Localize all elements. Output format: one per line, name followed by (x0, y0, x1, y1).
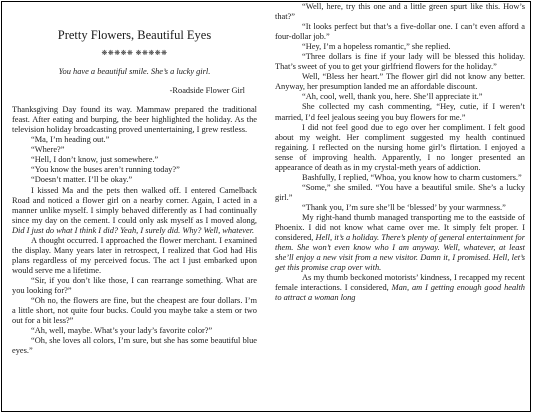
paragraph: I kissed Ma and the pets then walked off. I entered Camelback Road and noticed a flower girl on a nearby corner. Again, I acted in a manner unlike myself. I simply behaved differently as I had continually since my day on the cement. I could only ask myself as I moved along, Did I just do what I think I did? Yeah, I surely did. Why? Well, whatever. (12, 185, 257, 235)
paragraph: “Well, here, try this one and a little green spurt like this. How’s that?” (275, 2, 525, 22)
paragraph: “Doesn’t matter. I’ll be okay.” (31, 175, 133, 185)
paragraph: A thought occurred. I approached the flower merchant. I examined the display. Many years later in retrospect, I realized that God had His plans regardless of my perceived focus. The act I just embarked upon would serve me a lifetime. (12, 235, 257, 275)
left-body-text (12, 105, 257, 356)
paragraph: “Oh no, the flowers are fine, but the cheapest are four dollars. I’m a little short, not quite four bucks. Could you maybe take a stem or two out for a bit less?” (12, 296, 257, 326)
right-body-text (275, 2, 525, 303)
paragraph: “Ah, cool, well, thank you, here. She’ll appreciate it.” (302, 92, 483, 102)
epigraph-attribution: -Roadside Flower Girl (169, 86, 245, 96)
paragraph: “Hey, I’m a hopeless romantic,” she replied. (302, 42, 451, 52)
paragraph: “Ah, well, maybe. What’s your lady’s favorite color?” (31, 326, 213, 336)
paragraph: “Thank you, I’m sure she’ll be ‘blessed’ by your warmness.” (302, 202, 506, 212)
left-column (12, 10, 257, 356)
paragraph: Bashfully, I replied, “Whoa, you know how to charm customers.” (302, 172, 522, 182)
story-title: Pretty Flowers, Beautiful Eyes (57, 28, 212, 42)
book-page (1, 1, 531, 412)
paragraph: “Hell, I don’t know, just somewhere.” (31, 155, 159, 165)
paragraph: I did not feel good due to ego over her compliment. I felt good about my weight. Her compliment suggested my health continued regaining. I reflected on the nursing home girl’s flirtation. I enjoyed a sense of improving health. Apparently, I no longer presented an appearance of death as in my crystal-meth years of addiction. (275, 122, 525, 172)
right-column (275, 2, 525, 303)
paragraph: She collected my cash commenting, “Hey, cutie, if I weren’t married, I’d feel jealous seeing you buy flowers for me.” (275, 102, 525, 122)
paragraph: “Sir, if you don’t like those, I can rearrange something. What are you looking for?” (12, 275, 257, 295)
paragraph: “Where?” (31, 145, 65, 155)
paragraph: “You know the buses aren’t running today?” (31, 165, 180, 175)
paragraph: “Three dollars is fine if your lady will be blessed this holiday. That’s sweet of you to get your girlfriend flowers for the holiday.” (275, 52, 525, 72)
paragraph: My right-hand thumb managed transporting me to the eastside of Phoenix. I did not know what came over me. It simply felt proper. I considered, Hell, it’s a holiday. There’s plenty of general entertainment for them. She won’t even know who I am anyway. Well, whatever, at least she’ll enjoy a new visit from a new visitor. Damn it, I promised. Hell, let’s get this promise crap over with. (275, 212, 525, 273)
paragraph: Well, “Bless her heart.” The flower girl did not know any better. Anyway, her presumption landed me an affordable discount. (275, 72, 525, 92)
paragraph: “Oh, she loves all colors, I’m sure, but she has some beautiful blue eyes.” (12, 336, 257, 356)
paragraph: “Ma, I’m heading out.” (31, 135, 110, 145)
epigraph: You have a beautiful smile. She’s a lucky girl. (58, 67, 211, 77)
paragraph: As my thumb beckoned motorists’ kindness, I recapped my recent female interactions. I considered, Man, am I getting enough good health to attract a woman long (275, 273, 525, 303)
ornament-divider: ❋❋❋❋❋ ❋❋❋❋❋ (101, 49, 168, 57)
paragraph: “Some,” she smiled. “You have a beautiful smile. She’s a lucky girl.” (275, 182, 525, 202)
paragraph: Thanksgiving Day found its way. Mammaw prepared the traditional feast. After eating and burping, the beer highlighted the holiday. As the television holiday broadcasting proved unentertaining, I grew restless. (12, 105, 257, 135)
paragraph: “It looks perfect but that’s a five-dollar one. I can’t even afford a four-dollar job.” (275, 22, 525, 42)
